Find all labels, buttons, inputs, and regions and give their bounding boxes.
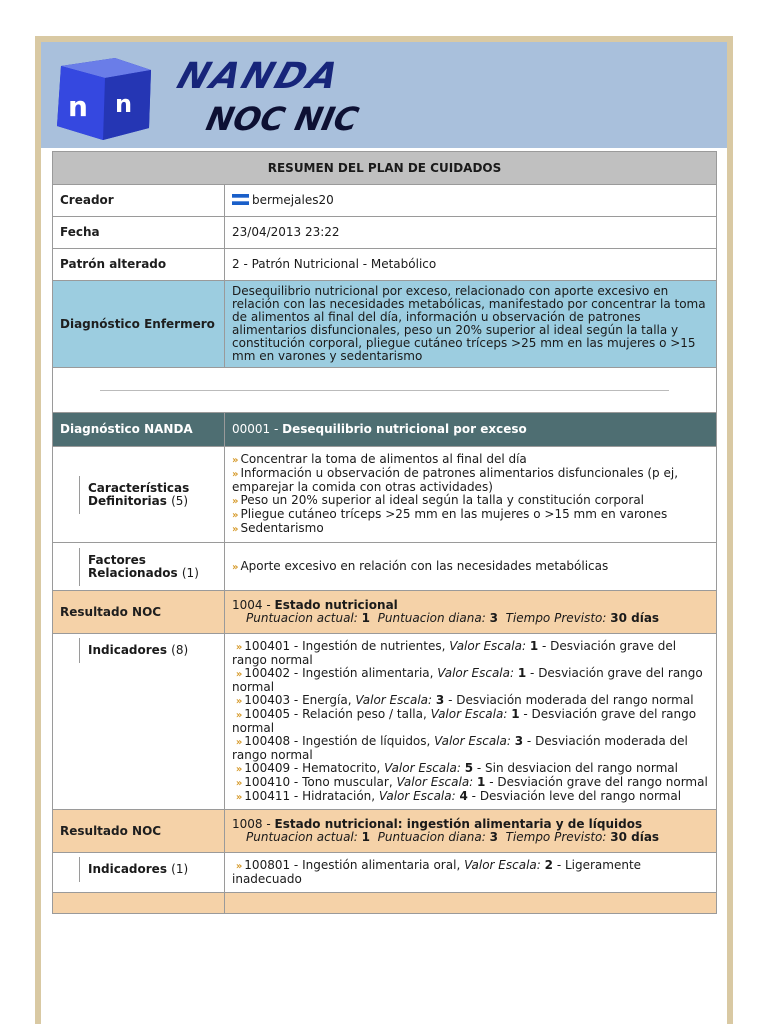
diagnosis-value: Desequilibrio nutricional por exceso, relacionado con aporte excesivo en relación con las necesidades metabólicas, manifestado por concentrar la toma de alimentos al final del día, información u observación de patrones alimentarios disfuncionales, peso un 20% superior al ideal según la talla y constitución corporal, pliegue cutáneo tríceps >25 mm en las mujeres o >15 mm en varones y sedentarismo	[225, 281, 717, 368]
creator-value-cell	[225, 185, 717, 217]
noc-name: Estado nutricional	[274, 598, 398, 612]
indicators-count: (1)	[171, 862, 189, 876]
noc-value-cell: 1008 - Estado nutricional: ingestión alimentaria y de líquidos Puntuacion actual: 1 Puntuacion diana: 3 Tiempo Previsto: 30 días	[225, 810, 717, 853]
separator-row	[53, 368, 717, 413]
characteristics-label: Características Definitorias	[88, 480, 190, 508]
divider	[100, 390, 669, 391]
bullet-icon: »	[232, 455, 239, 466]
bullet-icon: »	[232, 469, 239, 480]
indicators-list	[225, 634, 717, 810]
list-item: » 100408 - Ingestión de líquidos, Valor Escala: 3 - Desviación moderada del rango normal	[232, 734, 688, 762]
nanda-name: Desequilibrio nutricional por exceso	[282, 422, 527, 436]
creator-value[interactable]: bermejales20	[252, 193, 334, 207]
indicators-count: (8)	[171, 643, 189, 657]
list-item: » Concentrar la toma de alimentos al final del día	[232, 452, 527, 466]
care-plan-table	[52, 151, 717, 914]
bullet-icon: »	[235, 696, 243, 707]
logo-nocnic-text: NOC NIC	[202, 100, 362, 138]
date-value: 23/04/2013 23:22	[225, 217, 717, 249]
bullet-icon: »	[235, 764, 243, 775]
bullet-icon: »	[235, 642, 243, 653]
cube-letter-left: n	[68, 90, 88, 123]
indicators-label-cell	[53, 634, 225, 810]
bullet-icon: »	[235, 669, 243, 680]
characteristics-label-cell	[53, 447, 225, 543]
bullet-icon: »	[235, 710, 243, 721]
list-item: » 100403 - Energía, Valor Escala: 3 - Desviación moderada del rango normal	[235, 693, 694, 707]
factors-count: (1)	[181, 565, 199, 580]
list-item: » 100402 - Ingestión alimentaria, Valor Escala: 1 - Desviación grave del rango normal	[232, 666, 703, 694]
list-item: » Pliegue cutáneo tríceps >25 mm en las mujeres o >15 mm en varones	[232, 507, 668, 521]
bullet-icon: »	[232, 524, 239, 535]
plan-title: RESUMEN DEL PLAN DE CUIDADOS	[53, 152, 717, 185]
list-item: » 100411 - Hidratación, Valor Escala: 4 - Desviación leve del rango normal	[235, 789, 682, 803]
diagnosis-label: Diagnóstico Enfermero	[53, 281, 225, 368]
indicators-label: Indicadores	[88, 862, 167, 876]
flag-icon	[232, 194, 249, 205]
characteristics-list	[225, 447, 717, 543]
bullet-icon: »	[235, 737, 243, 748]
list-item: » Información u observación de patrones alimentarios disfuncionales (p ej, emparejar la comida con otras actividades)	[232, 466, 679, 494]
noc-value-cell: 1004 - Estado nutricional Puntuacion actual: 1 Puntuacion diana: 3 Tiempo Previsto: 30 días	[225, 591, 717, 634]
factors-list	[225, 543, 717, 591]
list-item: » Peso un 20% superior al ideal según la talla y constitución corporal	[232, 493, 645, 507]
cube-letter-right: n	[115, 90, 133, 118]
pattern-label: Patrón alterado	[53, 249, 225, 281]
bullet-icon: »	[232, 561, 239, 573]
characteristics-count: (5)	[171, 493, 189, 508]
plan-content	[41, 148, 727, 1024]
site-header	[41, 42, 727, 148]
creator-label: Creador	[53, 185, 225, 217]
indicators-label-cell	[53, 853, 225, 893]
nanda-label: Diagnóstico NANDA	[53, 413, 225, 447]
list-item: » 100409 - Hematocrito, Valor Escala: 5 - Sin desviacion del rango normal	[235, 761, 678, 775]
factors-label-cell	[53, 543, 225, 591]
noc-label: Resultado NOC	[53, 810, 225, 853]
logo-nanda-text: NANDA	[172, 56, 347, 97]
noc-label-partial	[53, 893, 225, 914]
list-item: » 100801 - Ingestión alimentaria oral, Valor Escala: 2 - Ligeramente inadecuado	[232, 858, 642, 886]
list-item: » 100405 - Relación peso / talla, Valor Escala: 1 - Desviación grave del rango normal	[232, 707, 697, 735]
noc-scores: Puntuacion actual: 1 Puntuacion diana: 3 Tiempo Previsto: 30 días	[246, 611, 660, 625]
bullet-icon: »	[232, 496, 239, 507]
pattern-value: 2 - Patrón Nutricional - Metabólico	[225, 249, 717, 281]
list-item: » Aporte excesivo en relación con las necesidades metabólicas	[232, 558, 609, 573]
indicators-label: Indicadores	[88, 643, 167, 657]
date-label: Fecha	[53, 217, 225, 249]
bullet-icon: »	[235, 778, 243, 789]
nanda-code: 00001	[232, 422, 271, 436]
nanda-cube-logo	[53, 50, 157, 142]
list-item: » 100401 - Ingestión de nutrientes, Valor Escala: 1 - Desviación grave del rango normal	[232, 639, 677, 667]
page-frame	[35, 36, 733, 1024]
nanda-value-cell: 00001 - Desequilibrio nutricional por exceso	[225, 413, 717, 447]
bullet-icon: »	[235, 792, 243, 803]
bullet-icon: »	[235, 861, 243, 872]
noc-name: Estado nutricional: ingestión alimentaria y de líquidos	[274, 817, 643, 831]
factors-label: Factores Relacionados	[88, 552, 178, 580]
noc-label: Resultado NOC	[53, 591, 225, 634]
noc-value-partial	[225, 893, 717, 914]
noc-scores: Puntuacion actual: 1 Puntuacion diana: 3 Tiempo Previsto: 30 días	[246, 830, 660, 844]
indicators-list	[225, 853, 717, 893]
bullet-icon: »	[232, 510, 239, 521]
list-item: » Sedentarismo	[232, 521, 324, 535]
list-item: » 100410 - Tono muscular, Valor Escala: 1 - Desviación grave del rango normal	[235, 775, 708, 789]
